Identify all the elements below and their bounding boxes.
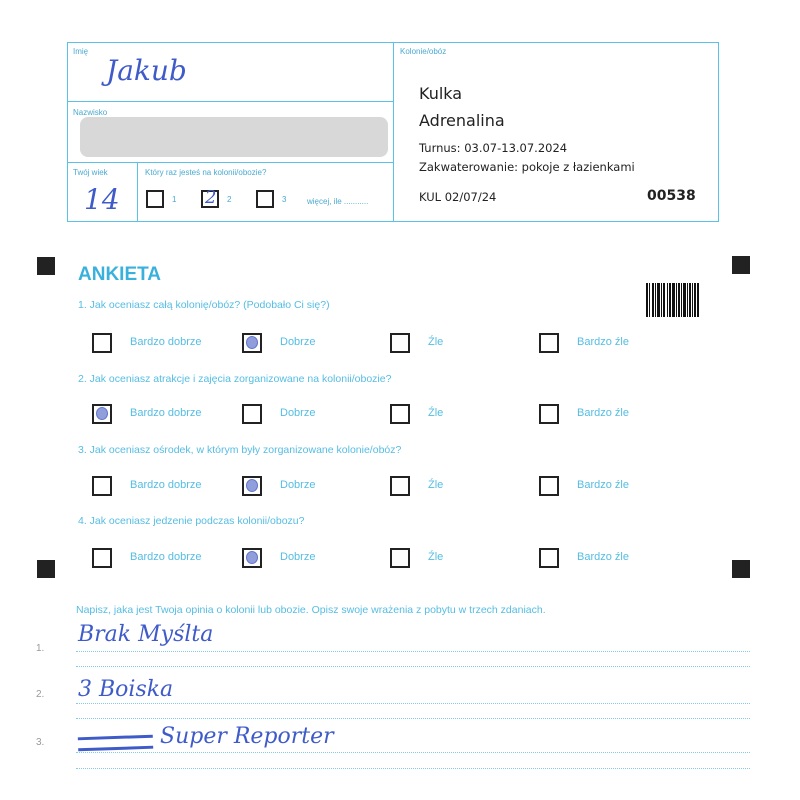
check-mark-icon xyxy=(246,551,258,564)
opinion-line-3[interactable]: Super Reporter xyxy=(160,724,334,749)
vertical-divider xyxy=(393,42,394,222)
camp-code: KUL 02/07/24 xyxy=(419,190,497,204)
question-2-checkbox-3[interactable] xyxy=(390,404,410,424)
opinion-line-rule-3 xyxy=(76,752,750,753)
question-4-checkbox-2[interactable] xyxy=(242,548,262,568)
question-3-checkbox-2[interactable] xyxy=(242,476,262,496)
opinion-line-2[interactable]: 3 Boiska xyxy=(78,677,174,702)
question-4-checkbox-3[interactable] xyxy=(390,548,410,568)
question-2-text: 2. Jak oceniasz atrakcje i zajęcia zorganizowane na kolonii/obozie? xyxy=(78,373,392,385)
age-label: Twój wiek xyxy=(73,168,108,177)
surname-redaction xyxy=(80,117,388,157)
name-value[interactable]: Jakub xyxy=(106,54,187,87)
surname-divider xyxy=(67,162,394,163)
times-label: Który raz jesteś na kolonii/obozie? xyxy=(145,168,267,177)
question-1-checkbox-4[interactable] xyxy=(539,333,559,353)
opinion-line-rule-2 xyxy=(76,703,750,704)
question-4-option-3: Źle xyxy=(428,551,444,563)
question-1-option-2: Dobrze xyxy=(280,336,316,348)
age-value[interactable]: 14 xyxy=(84,183,120,216)
times-option-2: 2 xyxy=(227,195,232,204)
times-checkbox-2-mark: 2 xyxy=(205,187,217,208)
times-option-more: więcej, ile ........... xyxy=(307,197,369,206)
scribble-icon xyxy=(78,735,153,752)
form-number: 00538 xyxy=(647,188,696,204)
times-option-3: 3 xyxy=(282,195,287,204)
question-3-checkbox-3[interactable] xyxy=(390,476,410,496)
camp-subtitle: Adrenalina xyxy=(419,111,505,130)
question-2-checkbox-2[interactable] xyxy=(242,404,262,424)
name-divider xyxy=(67,101,394,102)
opinion-line-rule-1 xyxy=(76,651,750,652)
accommodation: Zakwaterowanie: pokoje z łazienkami xyxy=(419,160,635,174)
times-checkbox-3[interactable] xyxy=(256,190,274,208)
question-1-option-1: Bardzo dobrze xyxy=(130,336,202,348)
camp-label: Kolonie/obóz xyxy=(400,47,447,56)
question-3-text: 3. Jak oceniasz ośrodek, w którym były zorganizowane kolonie/obóz? xyxy=(78,444,402,456)
registration-mark-bottom-right xyxy=(732,560,750,578)
question-3-option-4: Bardzo źle xyxy=(577,479,629,491)
opinion-line-rule-1b xyxy=(76,666,750,667)
question-1-option-3: Źle xyxy=(428,336,444,348)
question-1-checkbox-3[interactable] xyxy=(390,333,410,353)
registration-mark-bottom-left xyxy=(37,560,55,578)
question-2-checkbox-1[interactable] xyxy=(92,404,112,424)
question-2-option-2: Dobrze xyxy=(280,407,316,419)
question-1-option-4: Bardzo źle xyxy=(577,336,629,348)
question-4-checkbox-1[interactable] xyxy=(92,548,112,568)
registration-mark-top-right xyxy=(732,256,750,274)
opinion-line-1[interactable]: Brak Myślta xyxy=(78,622,214,647)
question-4-checkbox-4[interactable] xyxy=(539,548,559,568)
times-checkbox-1[interactable] xyxy=(146,190,164,208)
opinion-line-rule-3b xyxy=(76,768,750,769)
check-mark-icon xyxy=(96,407,108,420)
question-3-checkbox-1[interactable] xyxy=(92,476,112,496)
question-1-checkbox-1[interactable] xyxy=(92,333,112,353)
question-4-option-1: Bardzo dobrze xyxy=(130,551,202,563)
registration-mark-top-left xyxy=(37,257,55,275)
question-3-option-3: Źle xyxy=(428,479,444,491)
question-2-option-1: Bardzo dobrze xyxy=(130,407,202,419)
age-divider xyxy=(137,162,138,222)
opinion-line-rule-2b xyxy=(76,718,750,719)
question-2-option-3: Źle xyxy=(428,407,444,419)
check-mark-icon xyxy=(246,336,258,349)
question-2-option-4: Bardzo źle xyxy=(577,407,629,419)
question-3-checkbox-4[interactable] xyxy=(539,476,559,496)
opinion-line-number-1: 1. xyxy=(36,643,45,654)
barcode-icon xyxy=(646,283,700,317)
name-label: Imię xyxy=(73,47,89,56)
question-1-checkbox-2[interactable] xyxy=(242,333,262,353)
question-4-text: 4. Jak oceniasz jedzenie podczas kolonii/obozu? xyxy=(78,515,305,527)
question-2-checkbox-4[interactable] xyxy=(539,404,559,424)
opinion-line-number-3: 3. xyxy=(36,737,45,748)
opinion-prompt: Napisz, jaka jest Twoja opinia o kolonii lub obozie. Opisz swoje wrażenia z pobytu w trzech zdaniach. xyxy=(76,604,546,616)
survey-title: ANKIETA xyxy=(78,264,162,285)
question-3-option-1: Bardzo dobrze xyxy=(130,479,202,491)
question-4-option-2: Dobrze xyxy=(280,551,316,563)
times-option-1: 1 xyxy=(172,195,177,204)
check-mark-icon xyxy=(246,479,258,492)
question-4-option-4: Bardzo źle xyxy=(577,551,629,563)
turnus-dates: Turnus: 03.07-13.07.2024 xyxy=(419,141,568,155)
camp-name: Kulka xyxy=(419,84,463,103)
surname-label: Nazwisko xyxy=(73,108,108,117)
question-1-text: 1. Jak oceniasz całą kolonię/obóz? (Podobało Ci się?) xyxy=(78,299,330,311)
question-3-option-2: Dobrze xyxy=(280,479,316,491)
opinion-line-number-2: 2. xyxy=(36,689,45,700)
